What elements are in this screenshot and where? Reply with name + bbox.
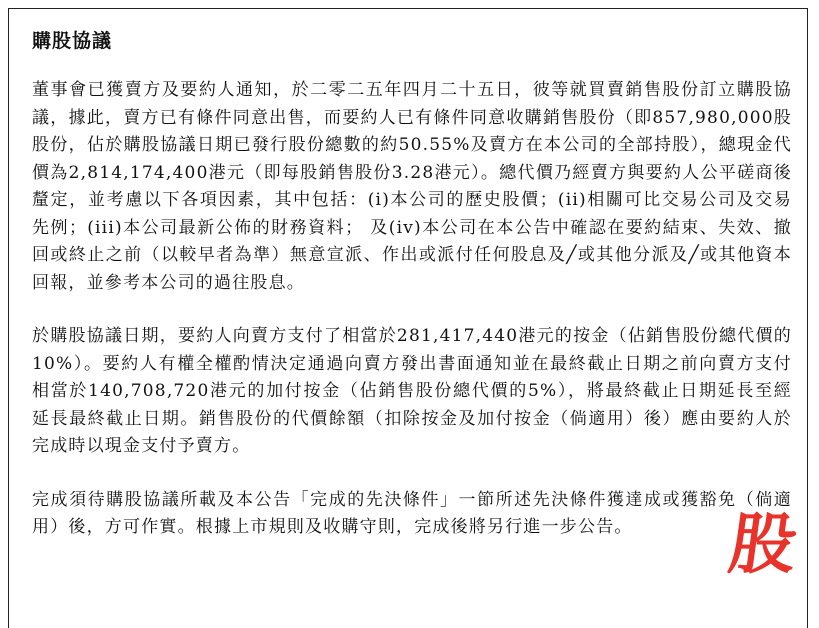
document-body — [32, 18, 792, 542]
paragraph-deposit: 於購股協議日期，要約人向賣方支付了相當於281,417,440港元的按金（佔銷售股份總代價的10%）。要約人有權全權酌情決定通過向賣方發出書面通知並在最終截止日期之前向賣方支付相當於140,708,720港元的加付按金（佔銷售股份總代價的5%），將最終截止日期延長至經延長最終截止日期。銷售股份的代價餘額（扣除按金及加付按金（倘適用）後）應由要約人於完成時以現金支付予賣方。 — [32, 326, 792, 456]
section-title: 購股協議 — [32, 30, 113, 52]
watermark-logo: 股 — [722, 509, 804, 581]
paragraph-completion: 完成須待購股協議所載及本公告「完成的先決條件」一節所述先決條件獲達成或獲豁免（倘適用）後，方可作實。根據上市規則及收購守則，完成後將另行進一步公告。 — [32, 489, 792, 537]
paragraph-agreement: 董事會已獲賣方及要約人通知，於二零二五年四月二十五日，彼等就買賣銷售股份訂立購股協議，據此，賣方已有條件同意出售，而要約人已有條件同意收購銷售股份（即857,980,000股股份，佔於購股協議日期已發行股份總數的約50.55%及賣方在本公司的全部持股），總現金代價為2,814,174,400港元（即每股銷售股份3.28港元）。總代價乃經賣方與要約人公平磋商後釐定，並考慮以下各項因素，其中包括：(i)本公司的歷史股價；(ii)相關可比交易公司及交易先例；(iii)本公司最新公佈的財務資料； 及(iv)本公司在本公告中確認在要約結束、失效、撤回或終止之前（以較早者為準）無意宣派、作出或派付任何股息及╱或其他分派及╱或其他資本回報，並參考本公司的過往股息。 — [32, 80, 792, 293]
